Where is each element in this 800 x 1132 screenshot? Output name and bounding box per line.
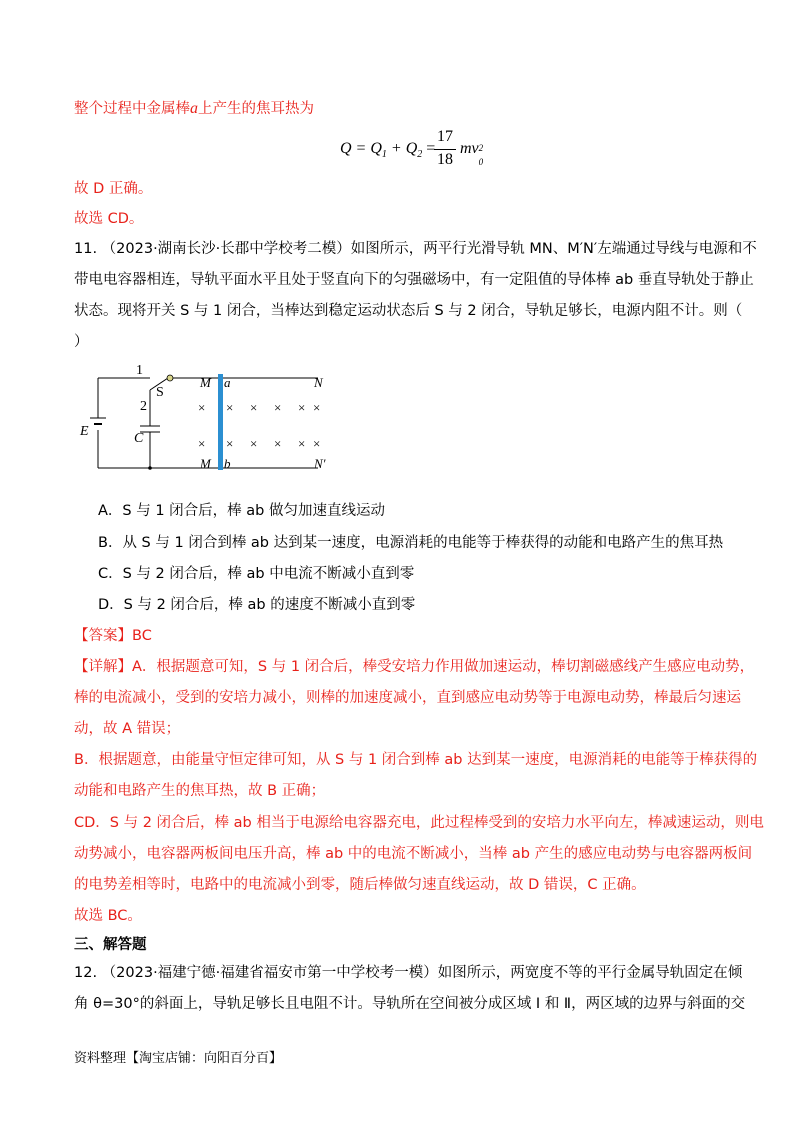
- label-m: M: [200, 375, 211, 390]
- analysis-line: CD．S 与 2 闭合后，棒 ab 相当于电源给电容器充电，此过程棒受到的安培力水平向左，棒减速运动，则电: [74, 815, 764, 831]
- solution-heat-line: [74, 98, 314, 120]
- q11-line3: 状态。现将开关 S 与 1 闭合，当棒达到稳定运动状态后 S 与 2 闭合，导轨足够长，电源内阻不计。则（: [74, 303, 743, 319]
- field-x: ×: [274, 400, 282, 415]
- footer-source: 资料整理【淘宝店铺：向阳百分百】: [74, 1051, 283, 1066]
- field-x: ×: [298, 400, 306, 415]
- analysis-line: 的电势差相等时，电路中的电流减小到零，随后棒做匀速直线运动，故 D 错误，C 正确。: [74, 877, 646, 893]
- formula-sub0: 0: [478, 157, 484, 167]
- field-x: ×: [198, 436, 206, 451]
- label-c: C: [134, 431, 144, 446]
- formula-sub1: 1: [381, 149, 387, 161]
- field-x: ×: [298, 436, 306, 451]
- label-a: a: [224, 375, 231, 390]
- label-1: 1: [136, 363, 143, 378]
- option-d: D．S 与 2 闭合后，棒 ab 的速度不断减小直到零: [98, 597, 416, 613]
- circuit-diagram: [78, 360, 348, 475]
- heat-formula: [340, 130, 520, 174]
- analysis-line: 动势减小，电容器两板间电压升高，棒 ab 中的电流不断减小，当棒 ab 产生的感应电动势与电容器两板间: [74, 846, 753, 862]
- fraction-denominator: 18: [437, 151, 453, 168]
- analysis-line: 【详解】A．根据题意可知，S 与 1 闭合后，棒受安培力作用做加速运动，棒切割磁感线产生感应电动势，: [74, 659, 755, 675]
- analysis-line: 棒的电流减小，受到的安培力减小，则棒的加速度减小，直到感应电动势等于电源电动势，棒最后匀速运: [74, 690, 741, 706]
- label-2: 2: [140, 399, 147, 414]
- field-x: ×: [250, 436, 258, 451]
- q12-line2: 角 θ=30°的斜面上，导轨足够长且电阻不计。导轨所在空间被分成区域 Ⅰ 和 Ⅱ，两区域的边界与斜面的交: [74, 996, 746, 1012]
- section-heading: 三、解答题: [74, 937, 147, 953]
- field-x: ×: [250, 400, 258, 415]
- formula-lhs: Q = Q: [340, 140, 382, 157]
- field-x: ×: [313, 436, 321, 451]
- conclusion-d: 故 D 正确。: [74, 181, 153, 197]
- q11-line4: ）: [74, 334, 89, 350]
- choice-cd: 故选 CD。: [74, 211, 144, 227]
- label-e: E: [80, 424, 89, 439]
- label-m-prime: M: [200, 456, 211, 471]
- q11-line1: 11. （2023·湖南长沙·长郡中学校考二模）如图所示，两平行光滑导轨 MN、M′N′左端通过导线与电源和不: [74, 241, 757, 257]
- conductor-rod-ab: [218, 374, 223, 470]
- magnetic-field-marks: [198, 400, 320, 451]
- formula-plus: + Q: [386, 140, 418, 157]
- field-x: ×: [226, 400, 234, 415]
- label-n-prime: N′: [314, 456, 326, 471]
- solution-text-tail: 上产生的焦耳热为: [198, 101, 314, 117]
- field-x: ×: [313, 400, 321, 415]
- final-choice: 故选 BC。: [74, 908, 142, 924]
- field-x: ×: [198, 400, 206, 415]
- label-n: N: [314, 375, 323, 390]
- formula-sub2: 2: [417, 149, 423, 161]
- formula-mv: mv: [460, 140, 479, 157]
- answer-label: 【答案】BC: [74, 628, 152, 644]
- solution-text: 整个过程中金属棒: [74, 101, 190, 117]
- formula-sup: 2: [478, 143, 484, 153]
- label-s: S: [156, 385, 164, 400]
- fraction-numerator: 17: [437, 128, 453, 145]
- rod-var-a: a: [190, 100, 198, 117]
- fraction-bar: [434, 149, 456, 150]
- switch-contact-1: [167, 375, 173, 381]
- q11-line2: 带电电容器相连，导轨平面水平且处于竖直向下的匀强磁场中，有一定阻值的导体棒 ab 垂直导轨处于静止: [74, 272, 754, 288]
- analysis-line: 动，故 A 错误；: [74, 721, 181, 737]
- label-b: b: [224, 456, 231, 471]
- formula-eq: =: [422, 140, 436, 157]
- option-b: B．从 S 与 1 闭合到棒 ab 达到某一速度，电源消耗的电能等于棒获得的动能和电路产生的焦耳热: [98, 535, 724, 551]
- analysis-line: 动能和电路产生的焦耳热，故 B 正确；: [74, 783, 326, 799]
- field-x: ×: [274, 436, 282, 451]
- junction-dot: [148, 466, 152, 470]
- q12-line1: 12. （2023·福建宁德·福建省福安市第一中学校考一模）如图所示，两宽度不等的平行金属导轨固定在倾: [74, 965, 743, 981]
- option-a: A．S 与 1 闭合后，棒 ab 做匀加速直线运动: [98, 503, 385, 519]
- option-c: C．S 与 2 闭合后，棒 ab 中电流不断减小直到零: [98, 566, 415, 582]
- analysis-line: B．根据题意，由能量守恒定律可知，从 S 与 1 闭合到棒 ab 达到某一速度，电源消耗的电能等于棒获得的: [74, 752, 758, 768]
- field-x: ×: [226, 436, 234, 451]
